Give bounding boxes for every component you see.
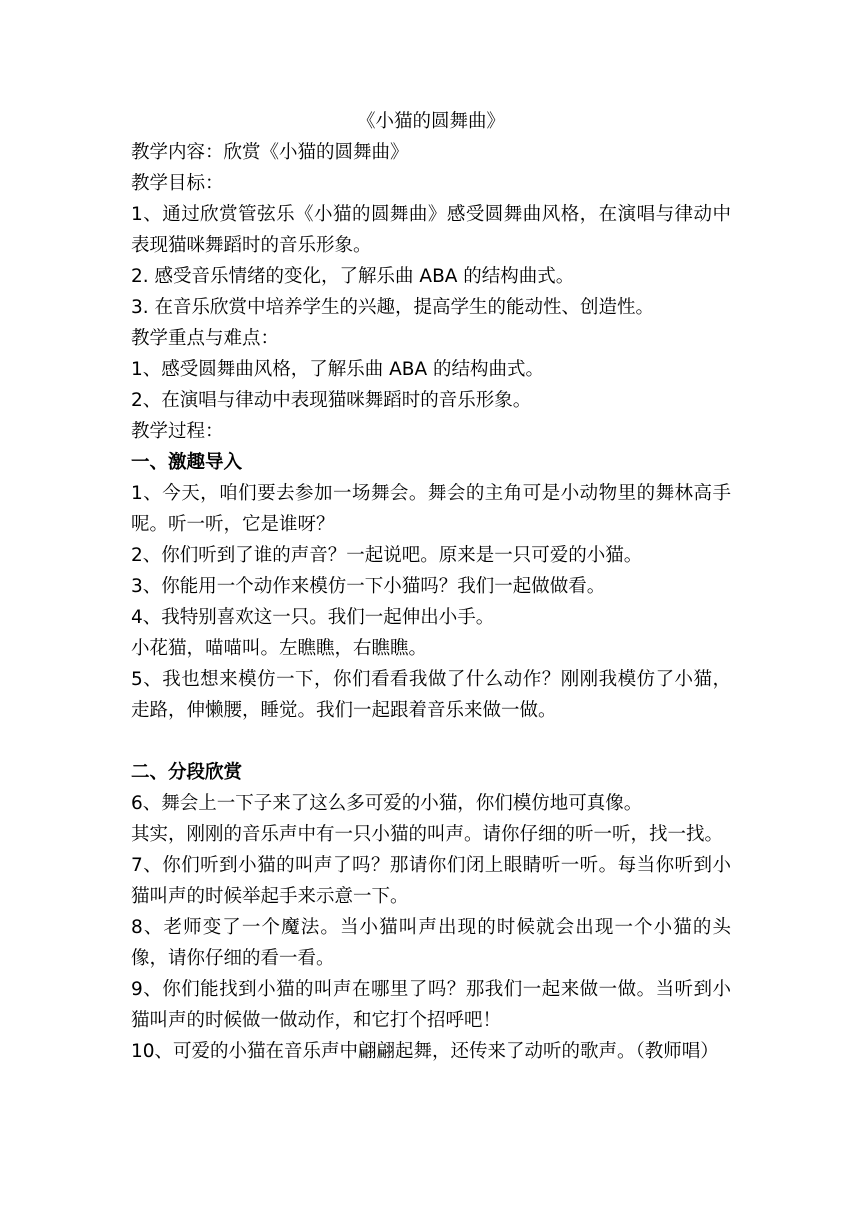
process-label: 教学过程： [131,421,224,442]
keypoint-item: 2、在演唱与律动中表现猫咪舞蹈时的音乐形象。 [131,390,532,411]
process-item: 10、可爱的小猫在音乐声中翩翩起舞，还传来了动听的歌声。（教师唱） [131,1041,719,1062]
process-item: 9、你们能找到小猫的叫声在哪里了吗？那我们一起来做一做。当听到小猫叫声的时候做一做动作，和它打个招呼吧！ [131,979,731,1031]
keypoints-label: 教学重点与难点： [131,328,280,349]
process-item: 6、舞会上一下子来了这么多可爱的小猫，你们模仿地可真像。 [131,793,643,814]
document-title: 《小猫的圆舞曲》 [356,111,505,132]
process-item: 其实，刚刚的音乐声中有一只小猫的叫声。请你仔细的听一听，找一找。 [131,824,724,845]
objective-item: 2. 感受音乐情绪的变化，了解乐曲 ABA 的结构曲式。 [131,266,575,287]
process-item: 4、我特别喜欢这一只。我们一起伸出小手。 [131,607,495,628]
process-item: 3、你能用一个动作来模仿一下小猫吗？我们一起做做看。 [131,576,606,597]
paragraph-spacer [131,726,731,757]
process-item: 1、今天，咱们要去参加一场舞会。舞会的主角可是小动物里的舞林高手呢。听一听，它是谁呀？ [131,483,731,535]
content-label: 教学内容：欣赏《小猫的圆舞曲》 [131,142,409,163]
objective-item: 3. 在音乐欣赏中培养学生的兴趣，提高学生的能动性、创造性。 [131,297,655,318]
process-item: 5、我也想来模仿一下，你们看看我做了什么动作？刚刚我模仿了小猫，走路，伸懒腰，睡觉。我们一起跟着音乐来做一做。 [131,669,731,721]
process-item: 7、你们听到小猫的叫声了吗？那请你们闭上眼睛听一听。每当你听到小猫叫声的时候举起手来示意一下。 [131,855,731,907]
process-item: 8、老师变了一个魔法。当小猫叫声出现的时候就会出现一个小猫的头像，请你仔细的看一看。 [131,917,731,969]
objective-item: 1、通过欣赏管弦乐《小猫的圆舞曲》感受圆舞曲风格，在演唱与律动中表现猫咪舞蹈时的音乐形象。 [131,204,731,256]
section-heading-intro: 一、激趣导入 [131,452,243,473]
section-heading-appreciation: 二、分段欣赏 [131,762,243,783]
process-item: 小花猫，喵喵叫。左瞧瞧，右瞧瞧。 [131,638,428,659]
objectives-label: 教学目标： [131,173,224,194]
keypoint-item: 1、感受圆舞曲风格，了解乐曲 ABA 的结构曲式。 [131,359,545,380]
process-item: 2、你们听到了谁的声音？一起说吧。原来是一只可爱的小猫。 [131,545,643,566]
document-body [131,106,731,1067]
